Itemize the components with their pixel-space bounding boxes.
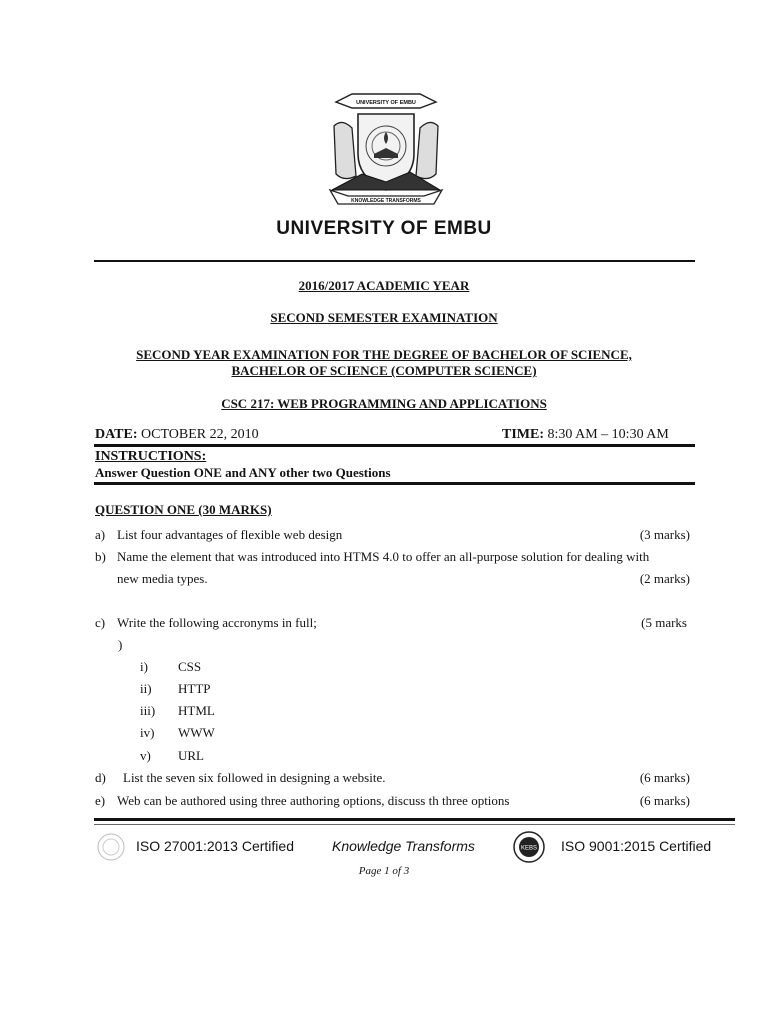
question-b-label: b) (95, 549, 106, 564)
iso-seal-icon (96, 832, 126, 862)
question-one-heading: QUESTION ONE (30 MARKS) (95, 502, 272, 517)
instructions-bottom-rule (94, 482, 695, 485)
question-e-text: Web can be authored using three authoring options, discuss th three options (117, 793, 510, 808)
footer-rule-thick (94, 818, 735, 821)
crest-image (322, 86, 450, 210)
question-d (95, 770, 385, 786)
crest-text-top: UNIVERSITY OF EMBU (356, 100, 416, 106)
footer-rule-thin (94, 824, 735, 825)
course-title: CSC 217: WEB PROGRAMMING AND APPLICATIONS (221, 396, 547, 411)
question-d-label: d) (95, 770, 106, 785)
degree-line-1: SECOND YEAR EXAMINATION FOR THE DEGREE OF BACHELOR OF SCIENCE, (136, 347, 632, 362)
question-c-marks: (5 marks (641, 615, 687, 630)
date-value: OCTOBER 22, 2010 (141, 427, 259, 442)
question-b (95, 549, 649, 565)
question-a-text: List four advantages of flexible web design (117, 527, 343, 542)
question-e-marks: (6 marks) (639, 793, 690, 808)
instructions-top-rule (94, 444, 695, 447)
time-value: 8:30 AM – 10:30 AM (547, 427, 669, 442)
semester-title: SECOND SEMESTER EXAMINATION (270, 310, 498, 325)
crest-text-bottom: KNOWLEDGE TRANSFORMS (351, 198, 421, 204)
exam-time (502, 427, 669, 443)
header-divider (94, 260, 695, 262)
question-a (95, 527, 342, 543)
question-b-marks: (2 marks) (639, 571, 690, 586)
acronym-item: v) URL (140, 748, 204, 763)
iso-27001-text: ISO 27001:2013 Certified (136, 838, 294, 854)
acronym-item: iv) WWW (140, 725, 215, 740)
question-b-text-continued: new media types. (117, 571, 208, 586)
time-label: TIME: (502, 427, 544, 442)
question-a-label: a) (95, 527, 106, 542)
question-b-text: Name the element that was introduced into HTMS 4.0 to offer an all-purpose solution for dealing with (117, 549, 650, 564)
university-name: UNIVERSITY OF EMBU (276, 218, 492, 239)
exam-date (95, 427, 259, 443)
question-e (95, 793, 509, 809)
question-c-label: c) (95, 615, 106, 630)
instructions-heading: INSTRUCTIONS: (95, 449, 207, 464)
kebs-badge-text: KEBS (520, 845, 538, 852)
date-label: DATE: (95, 427, 138, 442)
question-c-paren: ) (118, 637, 123, 652)
question-a-marks: (3 marks) (639, 527, 690, 542)
academic-year: 2016/2017 ACADEMIC YEAR (298, 278, 470, 293)
acronym-item: ii) HTTP (140, 681, 211, 696)
degree-line-2: BACHELOR OF SCIENCE (COMPUTER SCIENCE) (231, 363, 537, 378)
instructions-text: Answer Question ONE and ANY other two Questions (95, 465, 391, 480)
question-d-marks: (6 marks) (639, 770, 690, 785)
question-d-text: List the seven six followed in designing a website. (123, 770, 386, 785)
question-c (95, 615, 317, 631)
kebs-badge-icon (512, 830, 546, 864)
footer-motto: Knowledge Transforms (332, 838, 475, 854)
question-e-label: e) (95, 793, 106, 808)
university-crest (322, 86, 450, 210)
acronym-item: iii) HTML (140, 703, 215, 718)
question-c-text: Write the following accronyms in full; (117, 615, 317, 630)
acronym-item: i) CSS (140, 659, 202, 674)
page-number: Page 1 of 3 (358, 865, 410, 877)
iso-9001-text: ISO 9001:2015 Certified (561, 838, 712, 854)
